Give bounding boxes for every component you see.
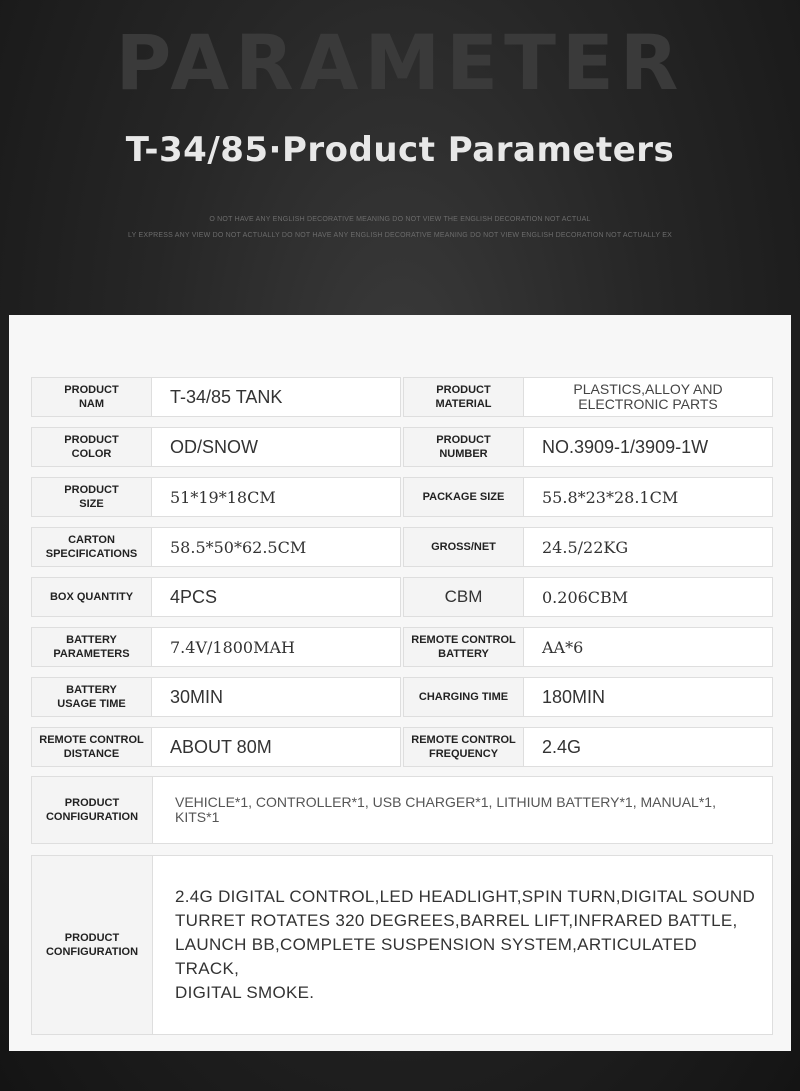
param-value: 4PCS	[170, 586, 218, 607]
param-label: CARTON SPECIFICATIONS	[32, 528, 152, 566]
param-label: PRODUCT CONFIGURATION	[32, 777, 153, 843]
param-value: 0.206CBM	[542, 587, 629, 607]
background-heading: PARAMETER	[115, 18, 685, 107]
param-label: GROSS/NET	[404, 528, 524, 566]
param-row	[31, 677, 773, 717]
param-value: 2.4G	[542, 736, 582, 757]
param-label: BATTERY PARAMETERS	[32, 628, 152, 666]
param-label: CBM	[404, 578, 524, 616]
param-value: 30MIN	[170, 686, 224, 707]
param-label: PRODUCT NAM	[32, 378, 152, 416]
param-value: AA*6	[542, 637, 584, 657]
product-configuration-row	[31, 776, 773, 844]
param-cell-box-quantity	[31, 577, 401, 617]
param-cell-carton-specifications	[31, 527, 401, 567]
param-label: PRODUCT COLOR	[32, 428, 152, 466]
param-label: PRODUCT SIZE	[32, 478, 152, 516]
param-value: PLASTICS,ALLOY AND ELECTRONIC PARTS	[573, 381, 723, 412]
param-cell-cbm	[403, 577, 773, 617]
param-cell-product-material	[403, 377, 773, 417]
param-row	[31, 577, 773, 617]
param-value: OD/SNOW	[170, 436, 258, 457]
param-cell-battery-usage-time	[31, 677, 401, 717]
param-label: REMOTE CONTROL FREQUENCY	[404, 728, 524, 766]
param-label: PRODUCT CONFIGURATION	[32, 856, 153, 1034]
param-value: 180MIN	[542, 686, 606, 707]
param-cell-package-size	[403, 477, 773, 517]
param-cell-gross-net	[403, 527, 773, 567]
param-value: VEHICLE*1, CONTROLLER*1, USB CHARGER*1, LITHIUM BATTERY*1, MANUAL*1, KITS*1	[175, 794, 716, 825]
decorative-tagline-2: LY EXPRESS ANY VIEW DO NOT ACTUALLY DO NOT HAVE ANY ENGLISH DECORATIVE MEANING DO NOT VIEW ENGLISH DECORATION NOT ACTUALLY EX	[128, 232, 672, 239]
param-value: 24.5/22KG	[542, 537, 629, 557]
param-label: BOX QUANTITY	[32, 578, 152, 616]
param-cell-product-number	[403, 427, 773, 467]
param-label: CHARGING TIME	[404, 678, 524, 716]
param-value: 2.4G DIGITAL CONTROL,LED HEADLIGHT,SPIN TURN,DIGITAL SOUND TURRET ROTATES 320 DEGREES,BARREL LIFT,INFRARED BATTLE, LAUNCH BB,COMPLETE SUSPENSION SYSTEM,ARTICULATED TRACK, DIGITAL SMOKE.	[175, 887, 756, 1002]
page-title: T-34/85·Product Parameters	[125, 130, 675, 170]
param-row	[31, 377, 773, 417]
param-cell-product-size	[31, 477, 401, 517]
param-value: NO.3909-1/3909-1W	[542, 436, 709, 457]
param-cell-product-name	[31, 377, 401, 417]
param-row	[31, 427, 773, 467]
product-features-row	[31, 855, 773, 1035]
param-value: 51*19*18CM	[170, 487, 276, 507]
param-label: REMOTE CONTROL DISTANCE	[32, 728, 152, 766]
param-label: PACKAGE SIZE	[404, 478, 524, 516]
param-row	[31, 727, 773, 767]
param-label: BATTERY USAGE TIME	[32, 678, 152, 716]
param-label: PRODUCT NUMBER	[404, 428, 524, 466]
param-cell-remote-control-distance	[31, 727, 401, 767]
parameters-panel	[9, 315, 791, 1051]
param-label: PRODUCT MATERIAL	[404, 378, 524, 416]
param-cell-charging-time	[403, 677, 773, 717]
param-value: 7.4V/1800MAH	[170, 637, 295, 657]
param-row	[31, 527, 773, 567]
param-row	[31, 477, 773, 517]
param-value: 55.8*23*28.1CM	[542, 487, 679, 507]
param-value: ABOUT 80M	[170, 736, 272, 757]
param-cell-remote-control-battery	[403, 627, 773, 667]
param-row	[31, 627, 773, 667]
param-cell-product-color	[31, 427, 401, 467]
param-label: REMOTE CONTROL BATTERY	[404, 628, 524, 666]
decorative-tagline-1: O NOT HAVE ANY ENGLISH DECORATIVE MEANING DO NOT VIEW THE ENGLISH DECORATION NOT ACTUAL	[209, 216, 591, 223]
param-cell-battery-parameters	[31, 627, 401, 667]
param-value: T-34/85 TANK	[170, 386, 283, 407]
param-cell-remote-control-frequency	[403, 727, 773, 767]
param-value: 58.5*50*62.5CM	[170, 537, 307, 557]
